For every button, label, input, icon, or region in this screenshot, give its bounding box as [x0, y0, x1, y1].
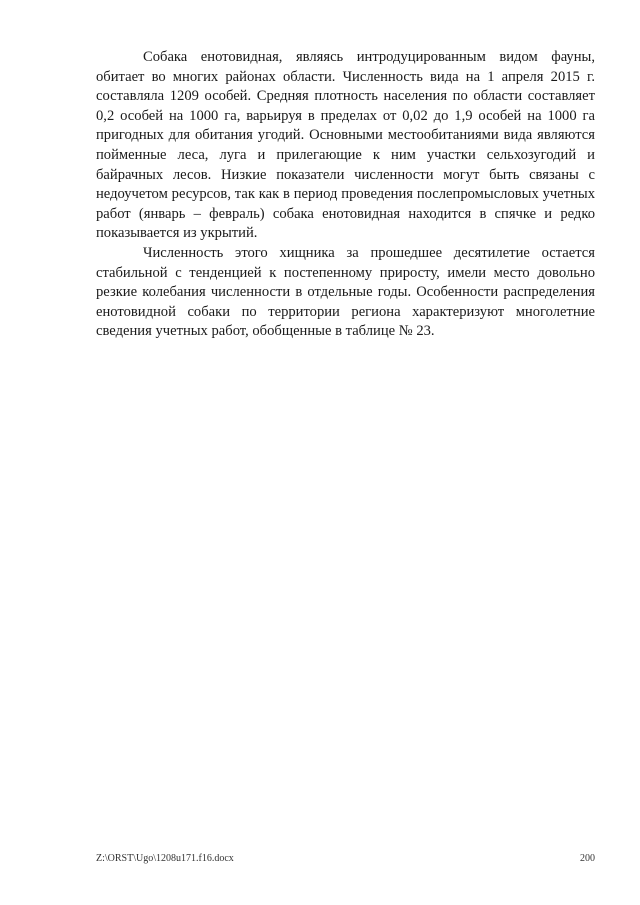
document-body — [96, 48, 595, 342]
paragraph-raccoon-dog-population: Численность этого хищника за прошедшее десятилетие остается стабильной с тенденцией к постепенному приросту, имели место довольно резкие колебания численности в отдельные годы. Особенности распределения енотовидной собаки по территории региона характеризуют многолетние сведения учетных работ, обобщенные в таблице № 23. — [96, 244, 595, 340]
paragraph-raccoon-dog-habitat: Собака енотовидная, являясь интродуцированным видом фауны, обитает во многих районах области. Численность вида на 1 апреля 2015 г. составляла 1209 особей. Средняя плотность населения по области составляет 0,2 особей на 1000 га, варьируя в пределах от 0,02 до 1,9 особей на 1000 га пригодных для обитания угодий. Основными местообитаниями вида являются пойменные леса, луга и прилегающие к ним участки сельхозугодий и байрачных лесов. Низкие показатели численности могут быть связаны с недоучетом ресурсов, так как в период проведения послепромысловых учетных работ (январь – февраль) собака енотовидная находится в спячке и редко показывается из укрытий. — [96, 49, 595, 242]
footer-page-number: 200 — [580, 853, 595, 864]
footer-file-path: Z:\ORST\Ugo\1208u171.f16.docx — [96, 853, 234, 864]
page-footer — [96, 852, 595, 866]
